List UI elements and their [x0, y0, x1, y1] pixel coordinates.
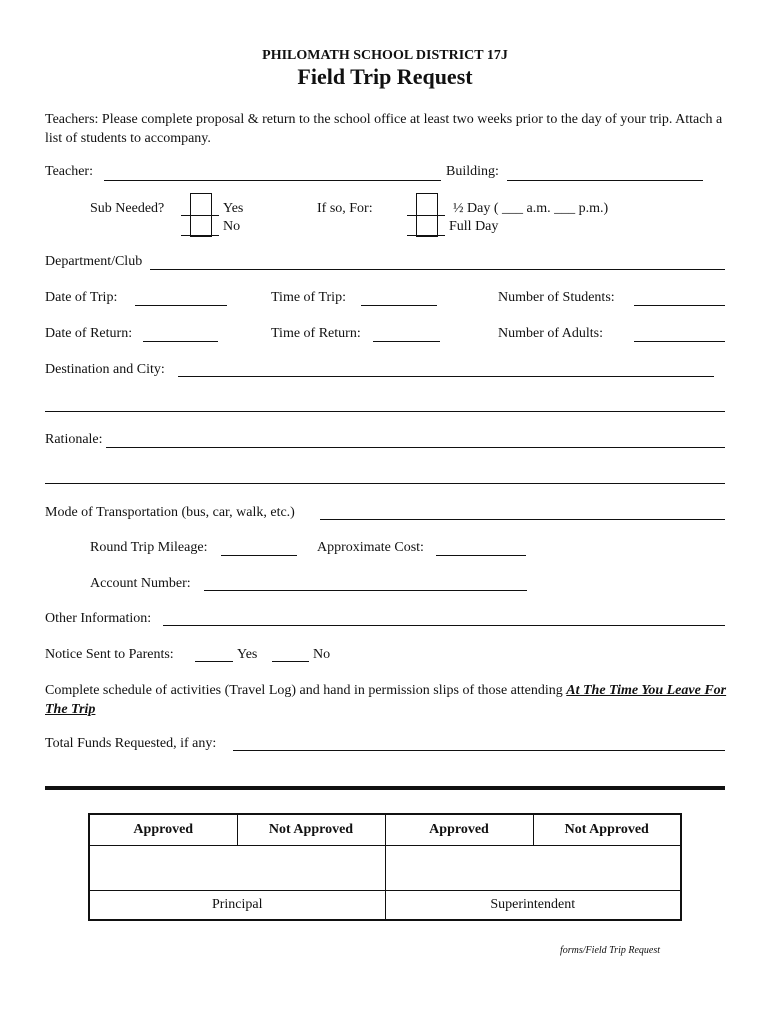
transportation-label: Mode of Transportation (bus, car, walk, etc.): [45, 505, 295, 520]
destination-field[interactable]: [178, 376, 714, 377]
sub-no-label: No: [223, 219, 241, 234]
time-of-return-field[interactable]: [373, 341, 440, 342]
superintendent-approved-header: Approved: [385, 814, 533, 846]
full-day-label: Full Day: [449, 219, 499, 234]
sub-needed-label: Sub Needed?: [90, 201, 165, 216]
number-of-adults-field[interactable]: [634, 341, 725, 342]
department-label: Department/Club: [45, 254, 143, 269]
number-of-adults-label: Number of Adults:: [498, 326, 603, 341]
district-heading: PHILOMATH SCHOOL DISTRICT 17J: [262, 48, 508, 63]
notice-yes-field[interactable]: [195, 661, 233, 662]
section-divider: [45, 786, 725, 790]
sub-no-line: [181, 235, 219, 236]
account-number-field[interactable]: [204, 590, 527, 591]
approximate-cost-label: Approximate Cost:: [317, 540, 424, 555]
superintendent-label: Superintendent: [385, 891, 681, 921]
round-trip-mileage-field[interactable]: [221, 555, 297, 556]
teacher-field[interactable]: [104, 180, 441, 181]
destination-field-line-2[interactable]: [45, 411, 725, 412]
principal-approved-header: Approved: [89, 814, 237, 846]
department-field[interactable]: [150, 269, 725, 270]
rationale-field-line-2[interactable]: [45, 483, 725, 484]
principal-signature-cell[interactable]: [89, 846, 385, 891]
superintendent-not-approved-header: Not Approved: [533, 814, 681, 846]
instructions: Teachers: Please complete proposal & return to the school office at least two weeks prior to the day of your trip. Attach a list of students to accompany.: [45, 112, 723, 146]
principal-not-approved-header: Not Approved: [237, 814, 385, 846]
notice-sent-label: Notice Sent to Parents:: [45, 647, 174, 662]
sub-yes-line: [181, 215, 219, 216]
closing-emphasis: At The Time You Leave For The Trip: [45, 683, 727, 717]
other-information-label: Other Information:: [45, 611, 152, 626]
building-field[interactable]: [507, 180, 703, 181]
date-of-return-label: Date of Return:: [45, 326, 133, 341]
rationale-field[interactable]: [106, 447, 725, 448]
if-so-for-label: If so, For:: [317, 201, 373, 216]
closing-text: Complete schedule of activities (Travel Log) and hand in permission slips of those attending: [45, 683, 563, 698]
principal-label: Principal: [89, 891, 385, 921]
superintendent-signature-cell[interactable]: [385, 846, 681, 891]
time-of-trip-field[interactable]: [361, 305, 437, 306]
footer-reference: forms/Field Trip Request: [560, 945, 660, 956]
total-funds-field[interactable]: [233, 750, 725, 751]
half-day-label: ½ Day ( ___ a.m. ___ p.m.): [453, 201, 609, 216]
building-label: Building:: [446, 164, 499, 179]
half-day-line: [407, 215, 445, 216]
closing-instruction: [45, 681, 735, 719]
rationale-label: Rationale:: [45, 432, 103, 447]
other-information-field[interactable]: [163, 625, 725, 626]
approval-table: [88, 813, 682, 921]
date-of-return-field[interactable]: [143, 341, 218, 342]
notice-no-field[interactable]: [272, 661, 309, 662]
form-title: Field Trip Request: [297, 64, 473, 89]
transportation-field[interactable]: [320, 519, 725, 520]
date-of-trip-label: Date of Trip:: [45, 290, 118, 305]
approximate-cost-field[interactable]: [436, 555, 526, 556]
time-of-trip-label: Time of Trip:: [271, 290, 346, 305]
account-number-label: Account Number:: [90, 576, 191, 591]
number-of-students-label: Number of Students:: [498, 290, 615, 305]
sub-yes-label: Yes: [223, 201, 244, 216]
round-trip-mileage-label: Round Trip Mileage:: [90, 540, 208, 555]
time-of-return-label: Time of Return:: [271, 326, 361, 341]
teacher-label: Teacher:: [45, 164, 93, 179]
notice-yes-label: Yes: [237, 647, 258, 662]
destination-label: Destination and City:: [45, 362, 165, 377]
date-of-trip-field[interactable]: [135, 305, 227, 306]
total-funds-label: Total Funds Requested, if any:: [45, 736, 217, 751]
full-day-line: [407, 235, 445, 236]
number-of-students-field[interactable]: [634, 305, 725, 306]
notice-no-label: No: [313, 647, 331, 662]
